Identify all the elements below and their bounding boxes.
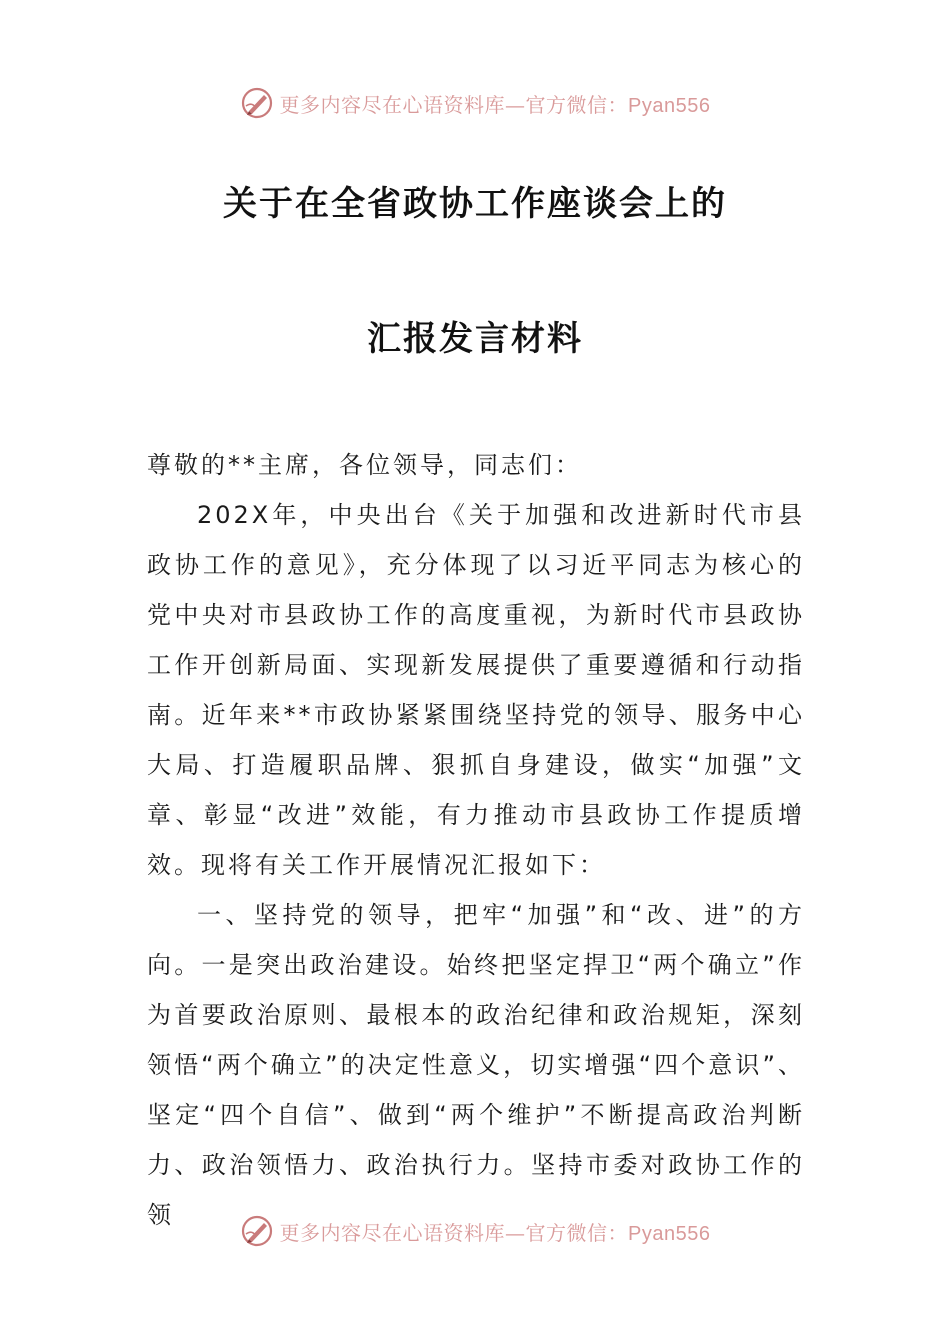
document-title-line2: 汇报发言材料 bbox=[367, 319, 583, 359]
document-title-line1: 关于在全省政协工作座谈会上的 bbox=[223, 184, 727, 224]
footer-watermark-text: 更多内容尽在心语资料库—官方微信：Pyan556 bbox=[279, 1220, 711, 1245]
paragraph: 202X年，中央出台《关于加强和改进新时代市县政协工作的意见》，充分体现了以习近平同志为核心的党中央对市县政协工作的高度重视，为新时代市县政协工作开创新局面、实现新发展提供了重要遵循和行动指南。近年来**市政协紧紧围绕坚持党的领导、服务中心大局、打造履职品牌、狠抓自身建设，做实“加强”文章、彰显“改进”效能，有力推动市县政协工作提质增效。现将有关工作开展情况汇报如下： bbox=[147, 501, 805, 879]
footer-watermark bbox=[0, 1211, 950, 1251]
pen-logo-icon bbox=[240, 1214, 274, 1248]
document-body bbox=[147, 440, 805, 1240]
paragraph: 一、坚持党的领导，把牢“加强”和“改、进”的方向。一是突出政治建设。始终把坚定捍卫“两个确立”作为首要政治原则、最根本的政治纪律和政治规矩，深刻领悟“两个确立”的决定性意义，切实增强“四个意识”、坚定“四个自信”、做到“两个维护”不断提高政治判断力、政治领悟力、政治执行力。坚持市委对政协工作的领 bbox=[147, 901, 805, 1229]
salutation: 尊敬的**主席，各位领导，同志们： bbox=[147, 451, 582, 479]
pen-logo-icon bbox=[240, 86, 274, 120]
header-watermark bbox=[0, 83, 950, 123]
header-watermark-text: 更多内容尽在心语资料库—官方微信：Pyan556 bbox=[279, 92, 711, 117]
